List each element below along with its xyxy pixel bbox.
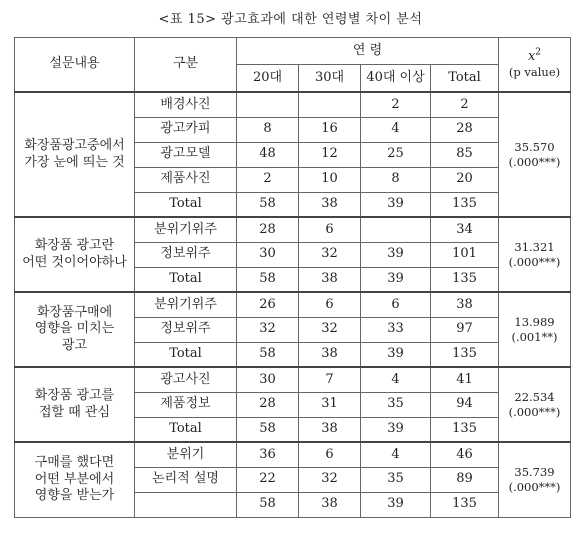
table-row xyxy=(15,292,571,317)
row-label xyxy=(135,492,237,517)
header-age-20s: 20대 xyxy=(237,65,299,93)
header-total: Total xyxy=(431,65,499,93)
chi-square-value: 31.321 xyxy=(514,240,555,255)
group-question-line: 화장품구매에 xyxy=(36,305,113,321)
group-question xyxy=(15,217,135,292)
count-cell: 48 xyxy=(237,142,299,167)
count-cell: 58 xyxy=(237,342,299,367)
count-cell: 39 xyxy=(361,192,431,217)
count-cell: 41 xyxy=(431,367,499,392)
group-question xyxy=(15,442,135,517)
table-caption: <표 15> 광고효과에 대한 연령별 차이 분석 xyxy=(158,12,423,27)
count-cell: 28 xyxy=(237,392,299,417)
count-cell: 38 xyxy=(299,417,361,442)
count-cell: 89 xyxy=(431,467,499,492)
count-cell: 2 xyxy=(361,92,431,117)
count-cell: 38 xyxy=(299,192,361,217)
count-cell: 32 xyxy=(237,317,299,342)
group-question-line: 구매를 했다면 xyxy=(34,455,115,471)
group-question-line: 어떤 부분에서 xyxy=(34,471,115,487)
group-question-line: 어떤 것이어야하나 xyxy=(22,254,127,270)
count-cell: 2 xyxy=(431,92,499,117)
group-question-line: 화장품광고중에서 xyxy=(24,138,125,154)
p-value: (.000***) xyxy=(508,154,561,169)
count-cell: 58 xyxy=(237,192,299,217)
table-row xyxy=(15,442,571,467)
row-label: 분위기위주 xyxy=(135,217,237,242)
count-cell: 39 xyxy=(361,417,431,442)
count-cell: 58 xyxy=(237,417,299,442)
group-question-line: 접할 때 관심 xyxy=(38,404,111,420)
table-row xyxy=(15,367,571,392)
count-cell: 38 xyxy=(299,342,361,367)
row-label: 광고카피 xyxy=(135,117,237,142)
count-cell: 39 xyxy=(361,342,431,367)
row-label: Total xyxy=(135,267,237,292)
row-label: 논리적 설명 xyxy=(135,467,237,492)
count-cell: 58 xyxy=(237,492,299,517)
count-cell xyxy=(237,92,299,117)
header-category: 구분 xyxy=(135,38,237,93)
count-cell: 32 xyxy=(299,317,361,342)
count-cell: 6 xyxy=(361,292,431,317)
count-cell xyxy=(361,217,431,242)
row-label: Total xyxy=(135,417,237,442)
header-survey-content: 설문내용 xyxy=(15,38,135,93)
count-cell: 97 xyxy=(431,317,499,342)
row-label: 광고모델 xyxy=(135,142,237,167)
header-age: 연 령 xyxy=(237,38,499,65)
count-cell: 135 xyxy=(431,492,499,517)
row-label: Total xyxy=(135,342,237,367)
chi-square-value: 22.534 xyxy=(514,390,555,405)
count-cell: 135 xyxy=(431,342,499,367)
count-cell xyxy=(299,92,361,117)
count-cell: 10 xyxy=(299,167,361,192)
table-row xyxy=(15,217,571,242)
group-question-line: 영향을 받는가 xyxy=(34,487,115,503)
row-label: 광고사진 xyxy=(135,367,237,392)
count-cell: 34 xyxy=(431,217,499,242)
header-age-30s: 30대 xyxy=(299,65,361,93)
count-cell: 38 xyxy=(299,267,361,292)
count-cell: 33 xyxy=(361,317,431,342)
count-cell: 32 xyxy=(299,242,361,267)
count-cell: 101 xyxy=(431,242,499,267)
p-value: (.000***) xyxy=(508,254,561,269)
group-question-line: 화장품 광고를 xyxy=(34,388,115,404)
group-question xyxy=(15,292,135,367)
count-cell: 30 xyxy=(237,367,299,392)
chi-square-value: 13.989 xyxy=(514,315,555,330)
count-cell: 28 xyxy=(431,117,499,142)
p-value: (.000***) xyxy=(508,479,561,494)
group-question xyxy=(15,367,135,442)
count-cell: 135 xyxy=(431,417,499,442)
count-cell: 46 xyxy=(431,442,499,467)
count-cell: 39 xyxy=(361,242,431,267)
group-question-line: 가장 눈에 띄는 것 xyxy=(24,154,125,170)
count-cell: 85 xyxy=(431,142,499,167)
count-cell: 16 xyxy=(299,117,361,142)
count-cell: 7 xyxy=(299,367,361,392)
chi-square-cell xyxy=(499,367,571,442)
chi-square-cell xyxy=(499,217,571,292)
count-cell: 30 xyxy=(237,242,299,267)
p-value: (.000***) xyxy=(508,404,561,419)
chi-square-value: 35.570 xyxy=(514,140,555,155)
count-cell: 35 xyxy=(361,467,431,492)
count-cell: 135 xyxy=(431,192,499,217)
count-cell: 4 xyxy=(361,442,431,467)
header-chi-square xyxy=(499,38,571,93)
count-cell: 25 xyxy=(361,142,431,167)
count-cell: 35 xyxy=(361,392,431,417)
row-label: 제품정보 xyxy=(135,392,237,417)
row-label: 분위기위주 xyxy=(135,292,237,317)
count-cell: 31 xyxy=(299,392,361,417)
count-cell: 6 xyxy=(299,292,361,317)
count-cell: 4 xyxy=(361,367,431,392)
count-cell: 8 xyxy=(361,167,431,192)
chi-square-cell xyxy=(499,442,571,517)
row-label: 제품사진 xyxy=(135,167,237,192)
row-label: 분위기 xyxy=(135,442,237,467)
count-cell: 28 xyxy=(237,217,299,242)
count-cell: 6 xyxy=(299,442,361,467)
count-cell: 4 xyxy=(361,117,431,142)
group-question-line: 영향을 미치는 xyxy=(34,321,115,337)
chi-symbol: $x^2$ xyxy=(527,47,542,64)
row-label: Total xyxy=(135,192,237,217)
count-cell: 38 xyxy=(299,492,361,517)
group-question xyxy=(15,92,135,217)
count-cell: 39 xyxy=(361,267,431,292)
count-cell: 22 xyxy=(237,467,299,492)
chi-square-cell xyxy=(499,292,571,367)
group-question-line: 광고 xyxy=(61,337,88,353)
count-cell: 135 xyxy=(431,267,499,292)
header-p-value: (p value) xyxy=(508,65,561,80)
count-cell: 8 xyxy=(237,117,299,142)
count-cell: 36 xyxy=(237,442,299,467)
p-value: (.001**) xyxy=(511,329,558,344)
chi-square-value: 35.739 xyxy=(514,465,555,480)
count-cell: 2 xyxy=(237,167,299,192)
count-cell: 12 xyxy=(299,142,361,167)
count-cell: 58 xyxy=(237,267,299,292)
count-cell: 39 xyxy=(361,492,431,517)
count-cell: 32 xyxy=(299,467,361,492)
count-cell: 20 xyxy=(431,167,499,192)
header-age-40plus: 40대 이상 xyxy=(361,65,431,93)
group-question-line: 화장품 광고란 xyxy=(34,238,115,254)
row-label: 정보위주 xyxy=(135,242,237,267)
count-cell: 38 xyxy=(431,292,499,317)
count-cell: 26 xyxy=(237,292,299,317)
count-cell: 6 xyxy=(299,217,361,242)
count-cell: 94 xyxy=(431,392,499,417)
row-label: 배경사진 xyxy=(135,92,237,117)
age-difference-table xyxy=(14,37,571,518)
table-row xyxy=(15,92,571,117)
chi-square-cell xyxy=(499,92,571,217)
row-label: 정보위주 xyxy=(135,317,237,342)
